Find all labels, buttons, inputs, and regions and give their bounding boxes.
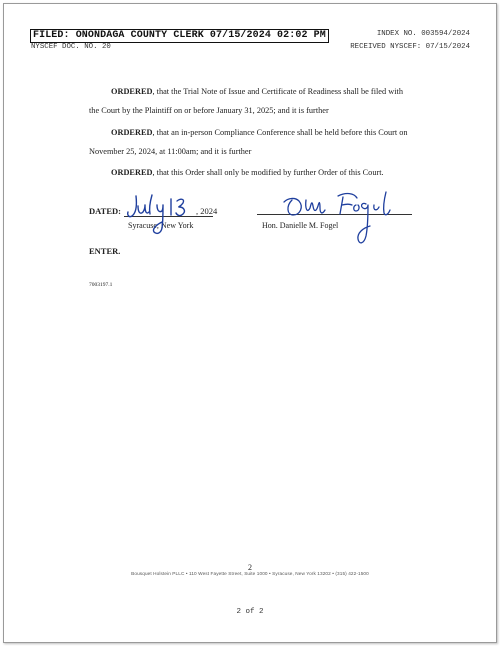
ordered-paragraph-2-line-1 (111, 128, 408, 138)
ordered-paragraph-1-line-1 (111, 87, 403, 97)
judge-signature (280, 188, 415, 248)
received-date: RECEIVED NYSCEF: 07/15/2024 (350, 43, 470, 51)
ordered-keyword: ORDERED (111, 128, 153, 137)
ordered-paragraph-2-line-2: November 25, 2024, at 11:00am; and it is further (89, 147, 252, 156)
enter-label: ENTER. (89, 246, 121, 256)
paragraph-text: , that the Trial Note of Issue and Certificate of Readiness shall be filed with (152, 87, 403, 96)
paragraph-text: , that an in-person Compliance Conference shall be held before this Court on (152, 128, 408, 137)
ordered-keyword: ORDERED (111, 87, 153, 96)
page-number: 2 (248, 563, 252, 572)
ordered-paragraph-3 (111, 168, 384, 178)
ordered-paragraph-1-line-2: the Court by the Plaintiff on or before January 31, 2025; and it is further (89, 106, 329, 115)
nyscef-doc-number: NYSCEF DOC. NO. 20 (31, 43, 111, 51)
document-page (3, 3, 497, 643)
document-id: 7003197.1 (89, 282, 113, 288)
ordered-keyword: ORDERED (111, 168, 153, 177)
page-of-total: 2 of 2 (236, 608, 264, 616)
judge-name: Hon. Danielle M. Fogel (262, 221, 339, 230)
date-year: , 2024 (196, 206, 218, 216)
dated-label: DATED: (89, 206, 121, 216)
law-firm-footer: Bousquet Holstein PLLC • 110 West Fayette Street, Suite 1000 • Syracuse, New York 13202 • (315) 422-1500 (131, 571, 369, 576)
paragraph-text: , that this Order shall only be modified by further Order of this Court. (152, 168, 384, 177)
filed-stamp: FILED: ONONDAGA COUNTY CLERK 07/15/2024 02:02 PM (30, 29, 329, 43)
index-number: INDEX NO. 003594/2024 (376, 30, 470, 38)
handwritten-date-signature (126, 192, 198, 238)
date-city: Syracuse, New York (128, 221, 194, 230)
